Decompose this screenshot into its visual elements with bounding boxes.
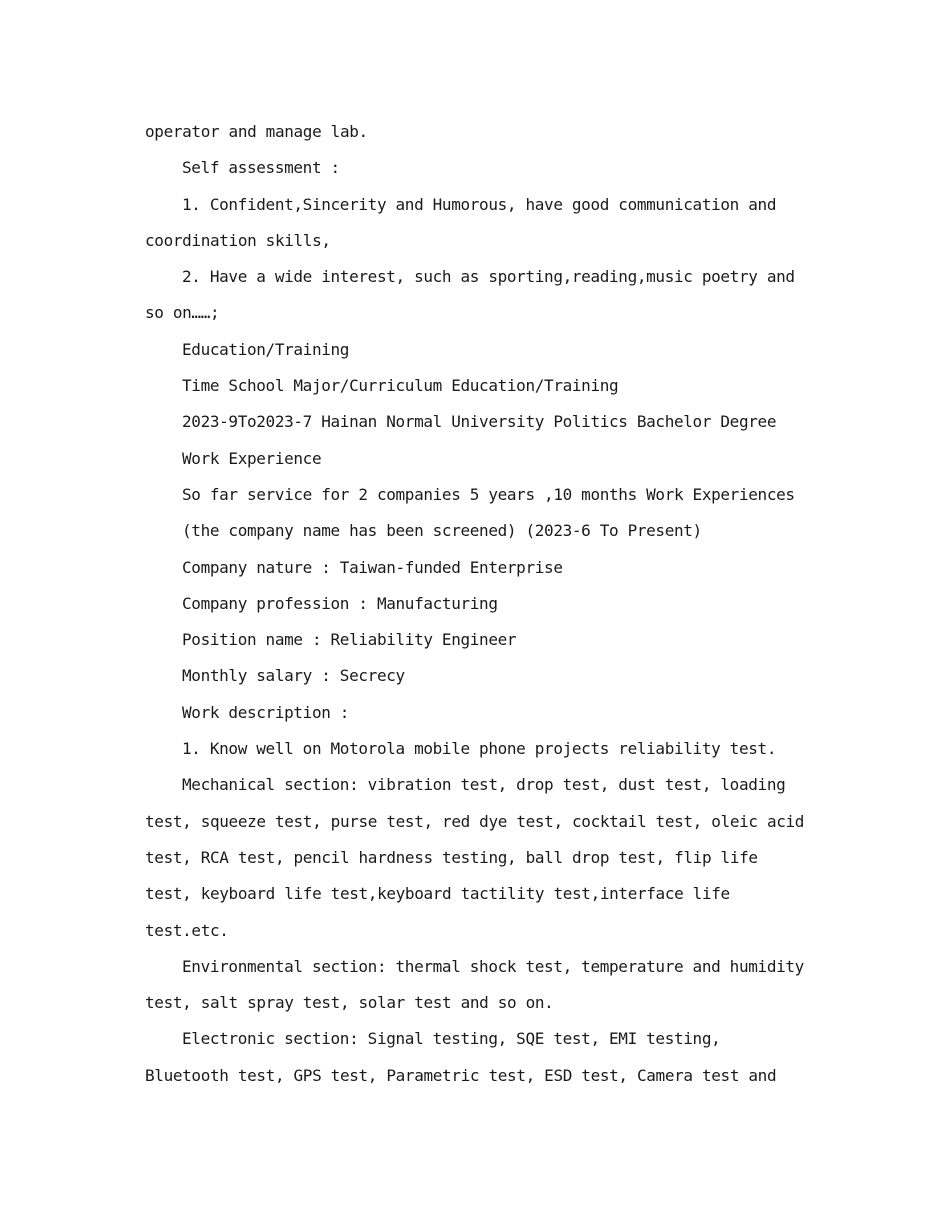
text-line: test.etc. bbox=[145, 920, 229, 940]
text-line: test, RCA test, pencil hardness testing, ball drop test, flip life bbox=[145, 847, 758, 867]
education-table-header: Time School Major/Curriculum Education/Training bbox=[182, 376, 619, 396]
text-line: Mechanical section: vibration test, drop test, dust test, loading bbox=[182, 775, 786, 795]
text-line: 1. Confident,Sincerity and Humorous, have good communication and bbox=[182, 194, 777, 214]
text-line: 2. Have a wide interest, such as sporting,reading,music poetry and bbox=[182, 267, 795, 287]
monthly-salary: Monthly salary : Secrecy bbox=[182, 666, 405, 686]
section-heading-work-experience: Work Experience bbox=[182, 448, 322, 468]
company-nature: Company nature : Taiwan-funded Enterprise bbox=[182, 557, 563, 577]
text-line: test, salt spray test, solar test and so on. bbox=[145, 993, 554, 1013]
text-line: Bluetooth test, GPS test, Parametric test, ESD test, Camera test and bbox=[145, 1065, 777, 1085]
position-name: Position name : Reliability Engineer bbox=[182, 630, 517, 650]
text-line: Electronic section: Signal testing, SQE test, EMI testing, bbox=[182, 1029, 721, 1049]
text-line: coordination skills, bbox=[145, 230, 331, 250]
text-line: So far service for 2 companies 5 years ,10 months Work Experiences bbox=[182, 484, 795, 504]
section-heading-education: Education/Training bbox=[182, 339, 350, 359]
work-description-heading: Work description : bbox=[182, 702, 350, 722]
text-line: test, keyboard life test,keyboard tactility test,interface life bbox=[145, 884, 730, 904]
company-profession: Company profession : Manufacturing bbox=[182, 593, 498, 613]
text-line: operator and manage lab. bbox=[145, 122, 368, 141]
resume-text-block bbox=[145, 116, 820, 1096]
text-line: 1. Know well on Motorola mobile phone projects reliability test. bbox=[182, 739, 777, 759]
text-line: Environmental section: thermal shock test, temperature and humidity bbox=[182, 956, 804, 976]
education-entry: 2023-9To2023-7 Hainan Normal University Politics Bachelor Degree bbox=[182, 412, 777, 432]
text-line: so on……; bbox=[145, 303, 220, 323]
text-line: test, squeeze test, purse test, red dye test, cocktail test, oleic acid bbox=[145, 811, 805, 831]
section-heading-self-assessment: Self assessment : bbox=[182, 158, 340, 178]
text-line: (the company name has been screened) (2023-6 To Present) bbox=[182, 521, 702, 541]
